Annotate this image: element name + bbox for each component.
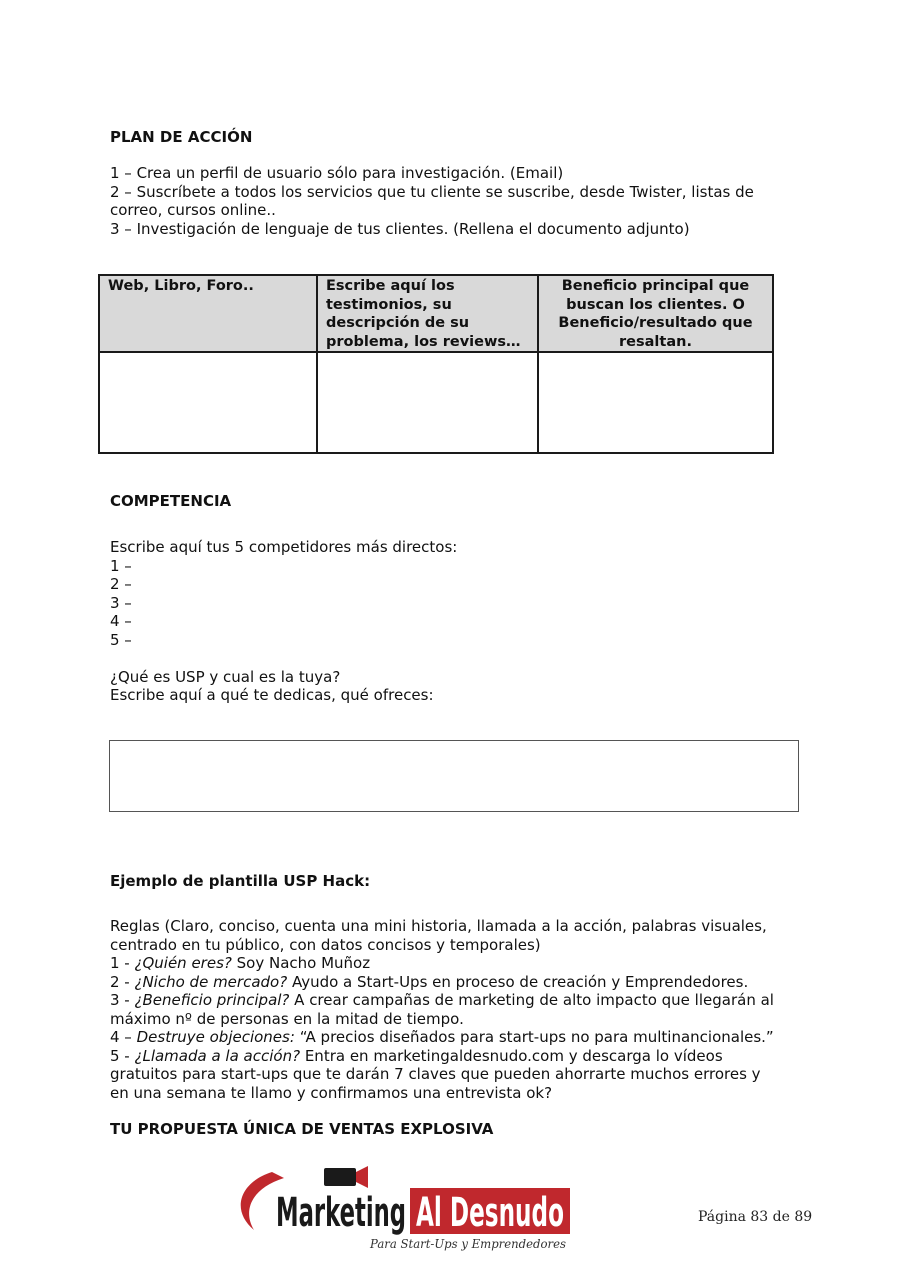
item-question: ¿Quién eres? xyxy=(134,954,232,972)
plan-heading: PLAN DE ACCIÓN xyxy=(110,128,253,146)
plan-item: correo, cursos online.. xyxy=(110,201,276,219)
competitor-item: 2 – xyxy=(110,575,132,593)
header-line: buscan los clientes. O xyxy=(566,296,745,313)
table-header-row xyxy=(99,275,773,352)
rules-line: Reglas (Claro, conciso, cuenta una mini historia, llamada a la acción, palabras visuales, xyxy=(110,917,767,935)
example-item xyxy=(110,973,810,992)
header-line: problema, los reviews… xyxy=(326,333,521,350)
usp-question: ¿Qué es USP y cual es la tuya? xyxy=(110,667,341,686)
plan-list xyxy=(110,164,810,238)
competitor-list xyxy=(110,538,810,705)
example-heading: Ejemplo de plantilla USP Hack: xyxy=(110,872,371,890)
item-question: Destruye objeciones: xyxy=(136,1028,295,1046)
plan-item: 3 – Investigación de lenguaje de tus clientes. (Rellena el documento adjunto) xyxy=(110,219,690,238)
header-line: resaltan. xyxy=(619,333,692,350)
example-item xyxy=(110,1047,810,1066)
usp-prompt: Escribe aquí a qué te dedicas, qué ofreces: xyxy=(110,686,434,704)
example-item-continuation: gratuitos para start-ups que te darán 7 claves que pueden ahorrarte muchos errores y xyxy=(110,1065,761,1083)
column-header-testimonials xyxy=(317,275,538,352)
logo-tagline: Para Start-Ups y Emprendedores xyxy=(369,1237,566,1251)
example-body xyxy=(110,917,810,1102)
header-line: Escribe aquí los xyxy=(326,278,455,294)
item-answer: A crear campañas de marketing de alto impacto que llegarán al xyxy=(289,991,774,1009)
header-line: Beneficio/resultado que xyxy=(558,315,753,331)
header-line: testimonios, su xyxy=(326,296,452,313)
example-item xyxy=(110,991,810,1010)
column-header-source xyxy=(99,275,317,352)
item-answer: Entra en marketingaldesnudo.com y descarga lo vídeos xyxy=(300,1046,723,1065)
logo-word-marketing: Marketing xyxy=(276,1190,406,1236)
competitor-item: 3 – xyxy=(110,593,132,612)
example-item xyxy=(110,1028,810,1047)
item-answer: Ayudo a Start-Ups en proceso de creación y Emprendedores. xyxy=(287,972,749,991)
competitor-item: 1 – xyxy=(110,556,132,575)
column-header-benefit xyxy=(538,275,773,352)
item-number: 3 - xyxy=(110,991,135,1009)
plan-item: 1 – Crea un perfil de usuario sólo para investigación. (Email) xyxy=(110,164,564,182)
example-item-continuation: máximo nº de personas en la mitad de tiempo. xyxy=(110,1009,464,1028)
competitor-item: 4 – xyxy=(110,612,132,630)
page-number: Página 83 de 89 xyxy=(698,1209,813,1225)
item-answer: “A precios diseñados para start-ups no para multinancionales.” xyxy=(294,1028,774,1046)
header-line: Beneficio principal que xyxy=(561,278,750,294)
logo-word-al-desnudo: Al Desnudo xyxy=(416,1190,564,1236)
usp-answer-box[interactable] xyxy=(109,740,799,812)
header-line: descripción de su xyxy=(326,315,470,331)
competencia-heading: COMPETENCIA xyxy=(110,492,232,510)
item-number: 1 - xyxy=(110,954,135,972)
camera-icon xyxy=(324,1166,368,1188)
rules-line: centrado en tu público, con datos concisos y temporales) xyxy=(110,935,541,954)
item-number: 5 - xyxy=(110,1046,135,1065)
final-heading: TU PROPUESTA ÚNICA DE VENTAS EXPLOSIVA xyxy=(110,1120,494,1138)
table-cell-testimonials[interactable] xyxy=(317,352,538,453)
item-question: ¿Beneficio principal? xyxy=(134,991,290,1009)
item-question: ¿Llamada a la acción? xyxy=(134,1046,301,1065)
example-item-continuation: en una semana te llamo y confirmamos una entrevista ok? xyxy=(110,1083,553,1102)
header-line: Web, Libro, Foro.. xyxy=(108,278,254,294)
competitor-item: 5 – xyxy=(110,630,132,649)
example-item xyxy=(110,954,810,973)
table-row xyxy=(99,352,773,453)
item-number: 2 - xyxy=(110,972,135,991)
table-cell-benefit[interactable] xyxy=(538,352,773,453)
plan-item: 2 – Suscríbete a todos los servicios que tu cliente se suscribe, desde Twister, listas de xyxy=(110,182,754,201)
item-number: 4 – xyxy=(110,1028,137,1046)
item-question: ¿Nicho de mercado? xyxy=(134,972,288,991)
marketing-al-desnudo-logo xyxy=(232,1158,574,1254)
item-answer: Soy Nacho Muñoz xyxy=(231,954,371,972)
table-cell-source[interactable] xyxy=(99,352,317,453)
competitor-intro: Escribe aquí tus 5 competidores más directos: xyxy=(110,538,458,556)
research-table xyxy=(98,274,774,454)
